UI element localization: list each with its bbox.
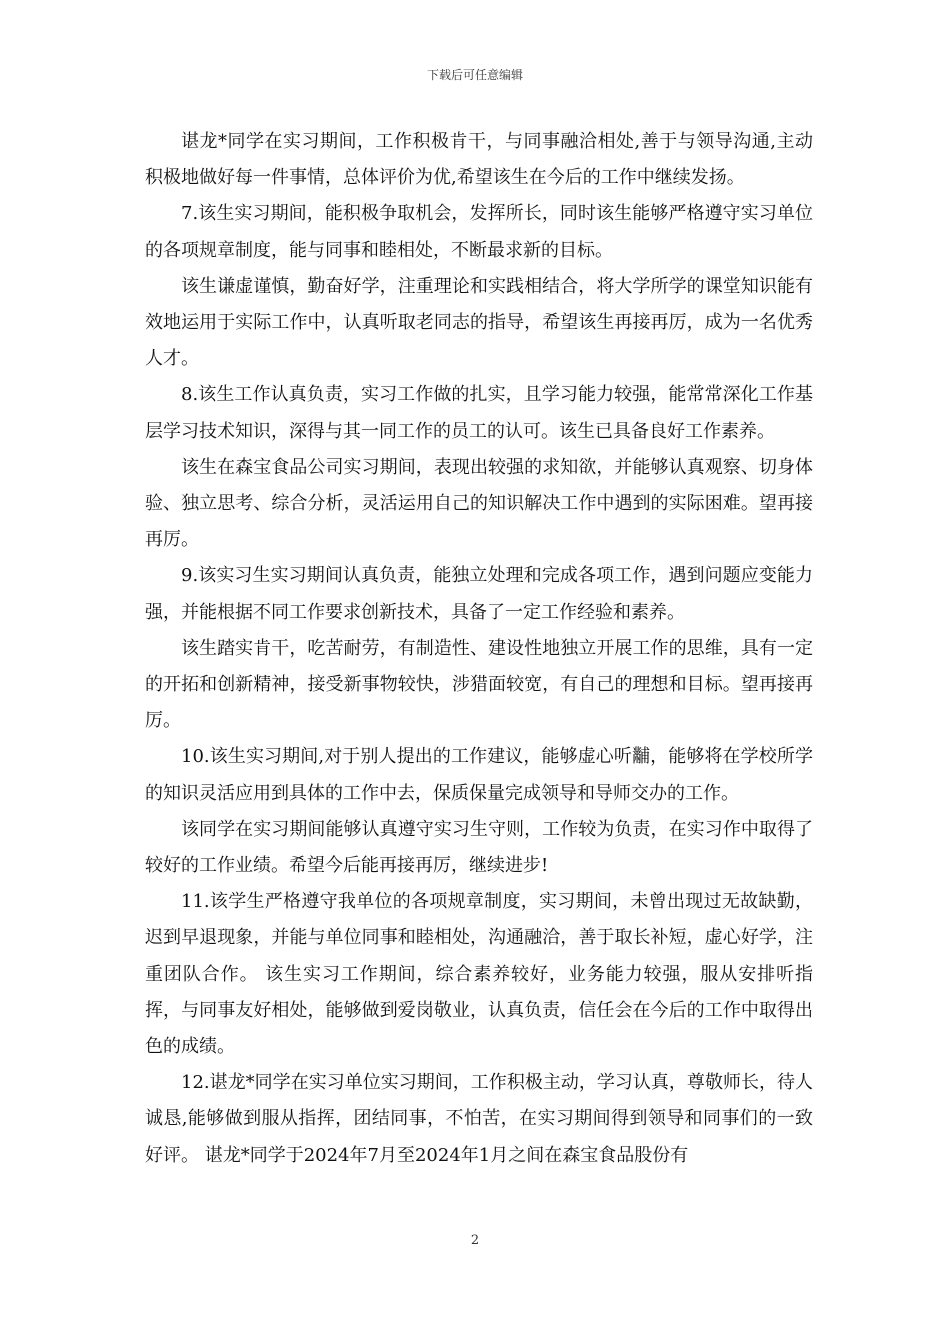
paragraph: 该生谦虚谨慎，勤奋好学，注重理论和实践相结合，将大学所学的课堂知识能有效地运用于实际工作中，认真听取老同志的指导，希望该生再接再厉，成为一名优秀人才。 bbox=[145, 275, 813, 370]
paragraph: 谌龙*同学在实习期间，工作积极肯干，与同事融洽相处,善于与领导沟通,主动积极地做好每一件事情，总体评价为优,希望该生在今后的工作中继续发扬。 bbox=[145, 131, 813, 189]
paragraph: 10.该生实习期间,对于别人提出的工作建议，能够虚心听黼，能够将在学校所学的知识灵活应用到具体的工作中去，保质保量完成领导和导师交办的工作。 bbox=[145, 746, 813, 804]
paragraph: 该同学在实习期间能够认真遵守实习生守则，工作较为负责，在实习作中取得了较好的工作业绩。希望今后能再接再厉，继续进步! bbox=[145, 818, 813, 877]
page-header-note: 下载后可任意编辑 bbox=[426, 68, 523, 82]
paragraph: 该生踏实肯干，吃苦耐劳，有制造性、建设性地独立开展工作的思维，具有一定的开拓和创新精神，接受新事物较快，涉猎面较宽，有自己的理想和目标。望再接再厉。 bbox=[145, 637, 813, 732]
paragraph: 8.该生工作认真负责，实习工作做的扎实，且学习能力较强，能常常深化工作基层学习技术知识，深得与其一同工作的员工的认可。该生已具备良好工作素养。 bbox=[145, 384, 813, 442]
paragraph: 该生在森宝食品公司实习期间，表现出较强的求知欲，并能够认真观察、切身体验、独立思考、综合分析，灵活运用自己的知识解决工作中遇到的实际困难。望再接再厉。 bbox=[145, 456, 813, 551]
paragraph: 9.该实习生实习期间认真负责，能独立处理和完成各项工作，遇到问题应变能力强，并能根据不同工作要求创新技术，具备了一定工作经验和素养。 bbox=[145, 565, 813, 623]
document-body bbox=[145, 124, 813, 1174]
paragraph: 11.该学生严格遵守我单位的各项规章制度，实习期间，未曾出现过无故缺勤，迟到早退现象，并能与单位同事和睦相处，沟通融洽，善于取长补短，虚心好学，注重团队合作。 该生实习工作期间，综合素养较好，业务能力较强，服从安排听指挥，与同事友好相处，能够做到爱岗敬业，认真负责，信任会在今后的工作中取得出色的成绩。 bbox=[145, 891, 813, 1058]
paragraph: 12.谌龙*同学在实习单位实习期间，工作积极主动，学习认真，尊敬师长，待人诚恳,能够做到服从指挥，团结同事，不怕苦，在实习期间得到领导和同事们的一致好评。 谌龙*同学于2024年7月至2024年1月之间在森宝食品股份有 bbox=[145, 1072, 813, 1166]
page-number: 2 bbox=[470, 1233, 480, 1248]
paragraph: 7.该生实习期间，能积极争取机会，发挥所长，同时该生能够严格遵守实习单位的各项规章制度，能与同事和睦相处，不断最求新的目标。 bbox=[145, 203, 813, 261]
